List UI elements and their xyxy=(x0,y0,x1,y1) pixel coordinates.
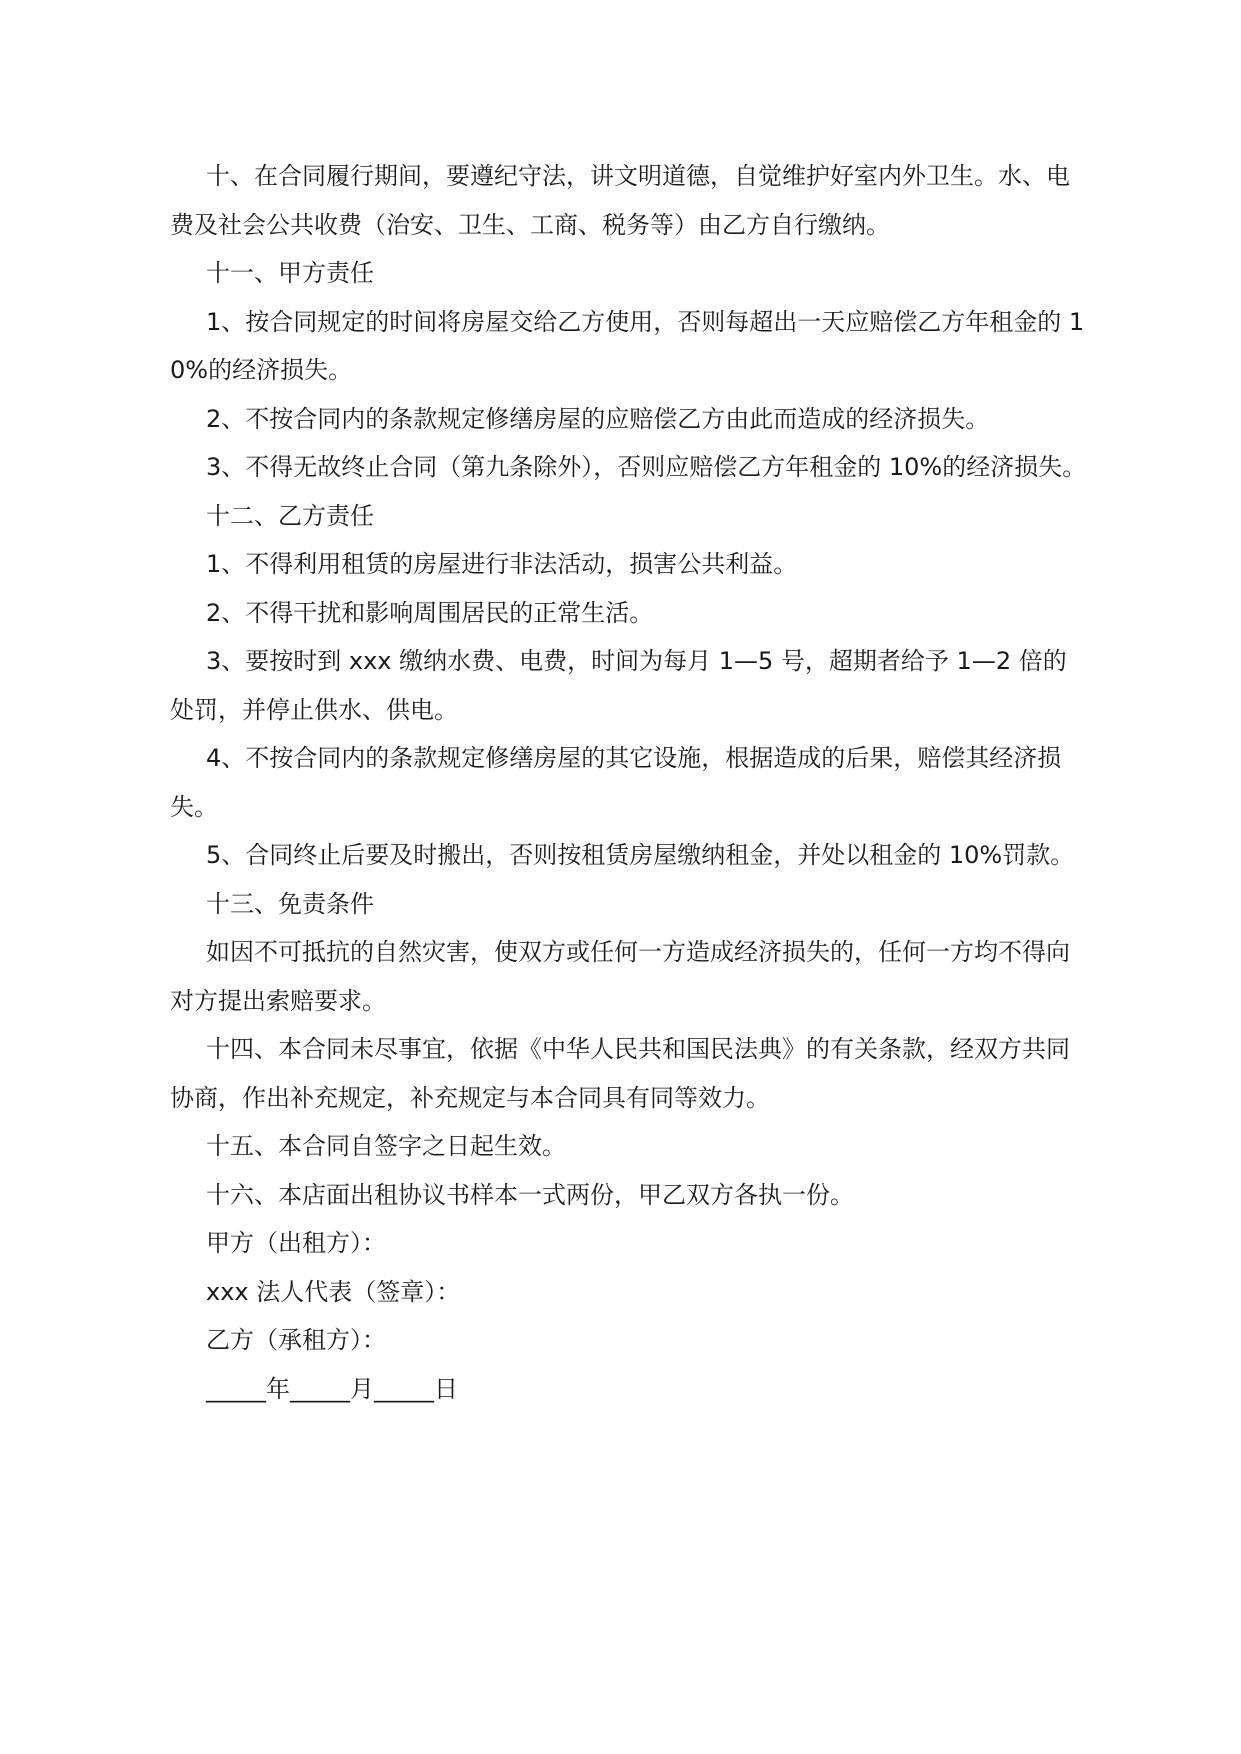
clause-12-heading: 十二、乙方责任 xyxy=(206,501,374,530)
clause-11-item-1: 1、按合同规定的时间将房屋交给乙方使用，否则每超出一天应赔偿乙方年租金的 10%的经济损失。 xyxy=(170,307,1085,384)
clause-11-item-3: 3、不得无故终止合同（第九条除外），否则应赔偿乙方年租金的 10%的经济损失。 xyxy=(206,453,1087,481)
clause-12-item-4: 4、不按合同内的条款规定修缮房屋的其它设施，根据造成的后果，赔偿其经济损失。 xyxy=(170,744,1062,821)
clause-16: 十六、本店面出租协议书样本一式两份，甲乙双方各执一份。 xyxy=(206,1180,854,1209)
clause-15: 十五、本合同自签字之日起生效。 xyxy=(206,1132,566,1160)
clause-11-heading: 十一、甲方责任 xyxy=(206,259,374,287)
clause-12-item-3: 3、要按时到 xxx 缴纳水费、电费，时间为每月 1—5 号，超期者给予 1—2 倍的处罚，并停止供水、供电。 xyxy=(170,647,1067,724)
party-b-label: 乙方（承租方）： xyxy=(206,1326,386,1354)
clause-13-body: 如因不可抵抗的自然灾害，使双方或任何一方造成经济损失的，任何一方均不得向对方提出索赔要求。 xyxy=(170,938,1070,1015)
document-body xyxy=(170,152,1090,1413)
clause-10: 十、在合同履行期间，要遵纪守法，讲文明道德，自觉维护好室内外卫生。水、电费及社会公共收费（治安、卫生、工商、税务等）由乙方自行缴纳。 xyxy=(170,162,1070,239)
signing-date-line: _____年_____月_____日 xyxy=(206,1374,458,1403)
clause-12-item-2: 2、不得干扰和影响周围居民的正常生活。 xyxy=(206,598,654,627)
clause-11-item-2: 2、不按合同内的条款规定修缮房屋的应赔偿乙方由此而造成的经济损失。 xyxy=(206,404,990,433)
clause-12-item-1: 1、不得利用租赁的房屋进行非法活动，损害公共利益。 xyxy=(206,550,798,578)
party-a-label: 甲方（出租方）： xyxy=(206,1229,386,1257)
clause-12-item-5: 5、合同终止后要及时搬出，否则按租赁房屋缴纳租金，并处以租金的 10%罚款。 xyxy=(206,841,1075,869)
clause-14: 十四、本合同未尽事宜，依据《中华人民共和国民法典》的有关条款，经双方共同协商，作出补充规定，补充规定与本合同具有同等效力。 xyxy=(170,1035,1070,1112)
clause-13-heading: 十三、免责条件 xyxy=(206,889,374,918)
legal-representative-label: xxx 法人代表（签章）： xyxy=(206,1277,461,1306)
